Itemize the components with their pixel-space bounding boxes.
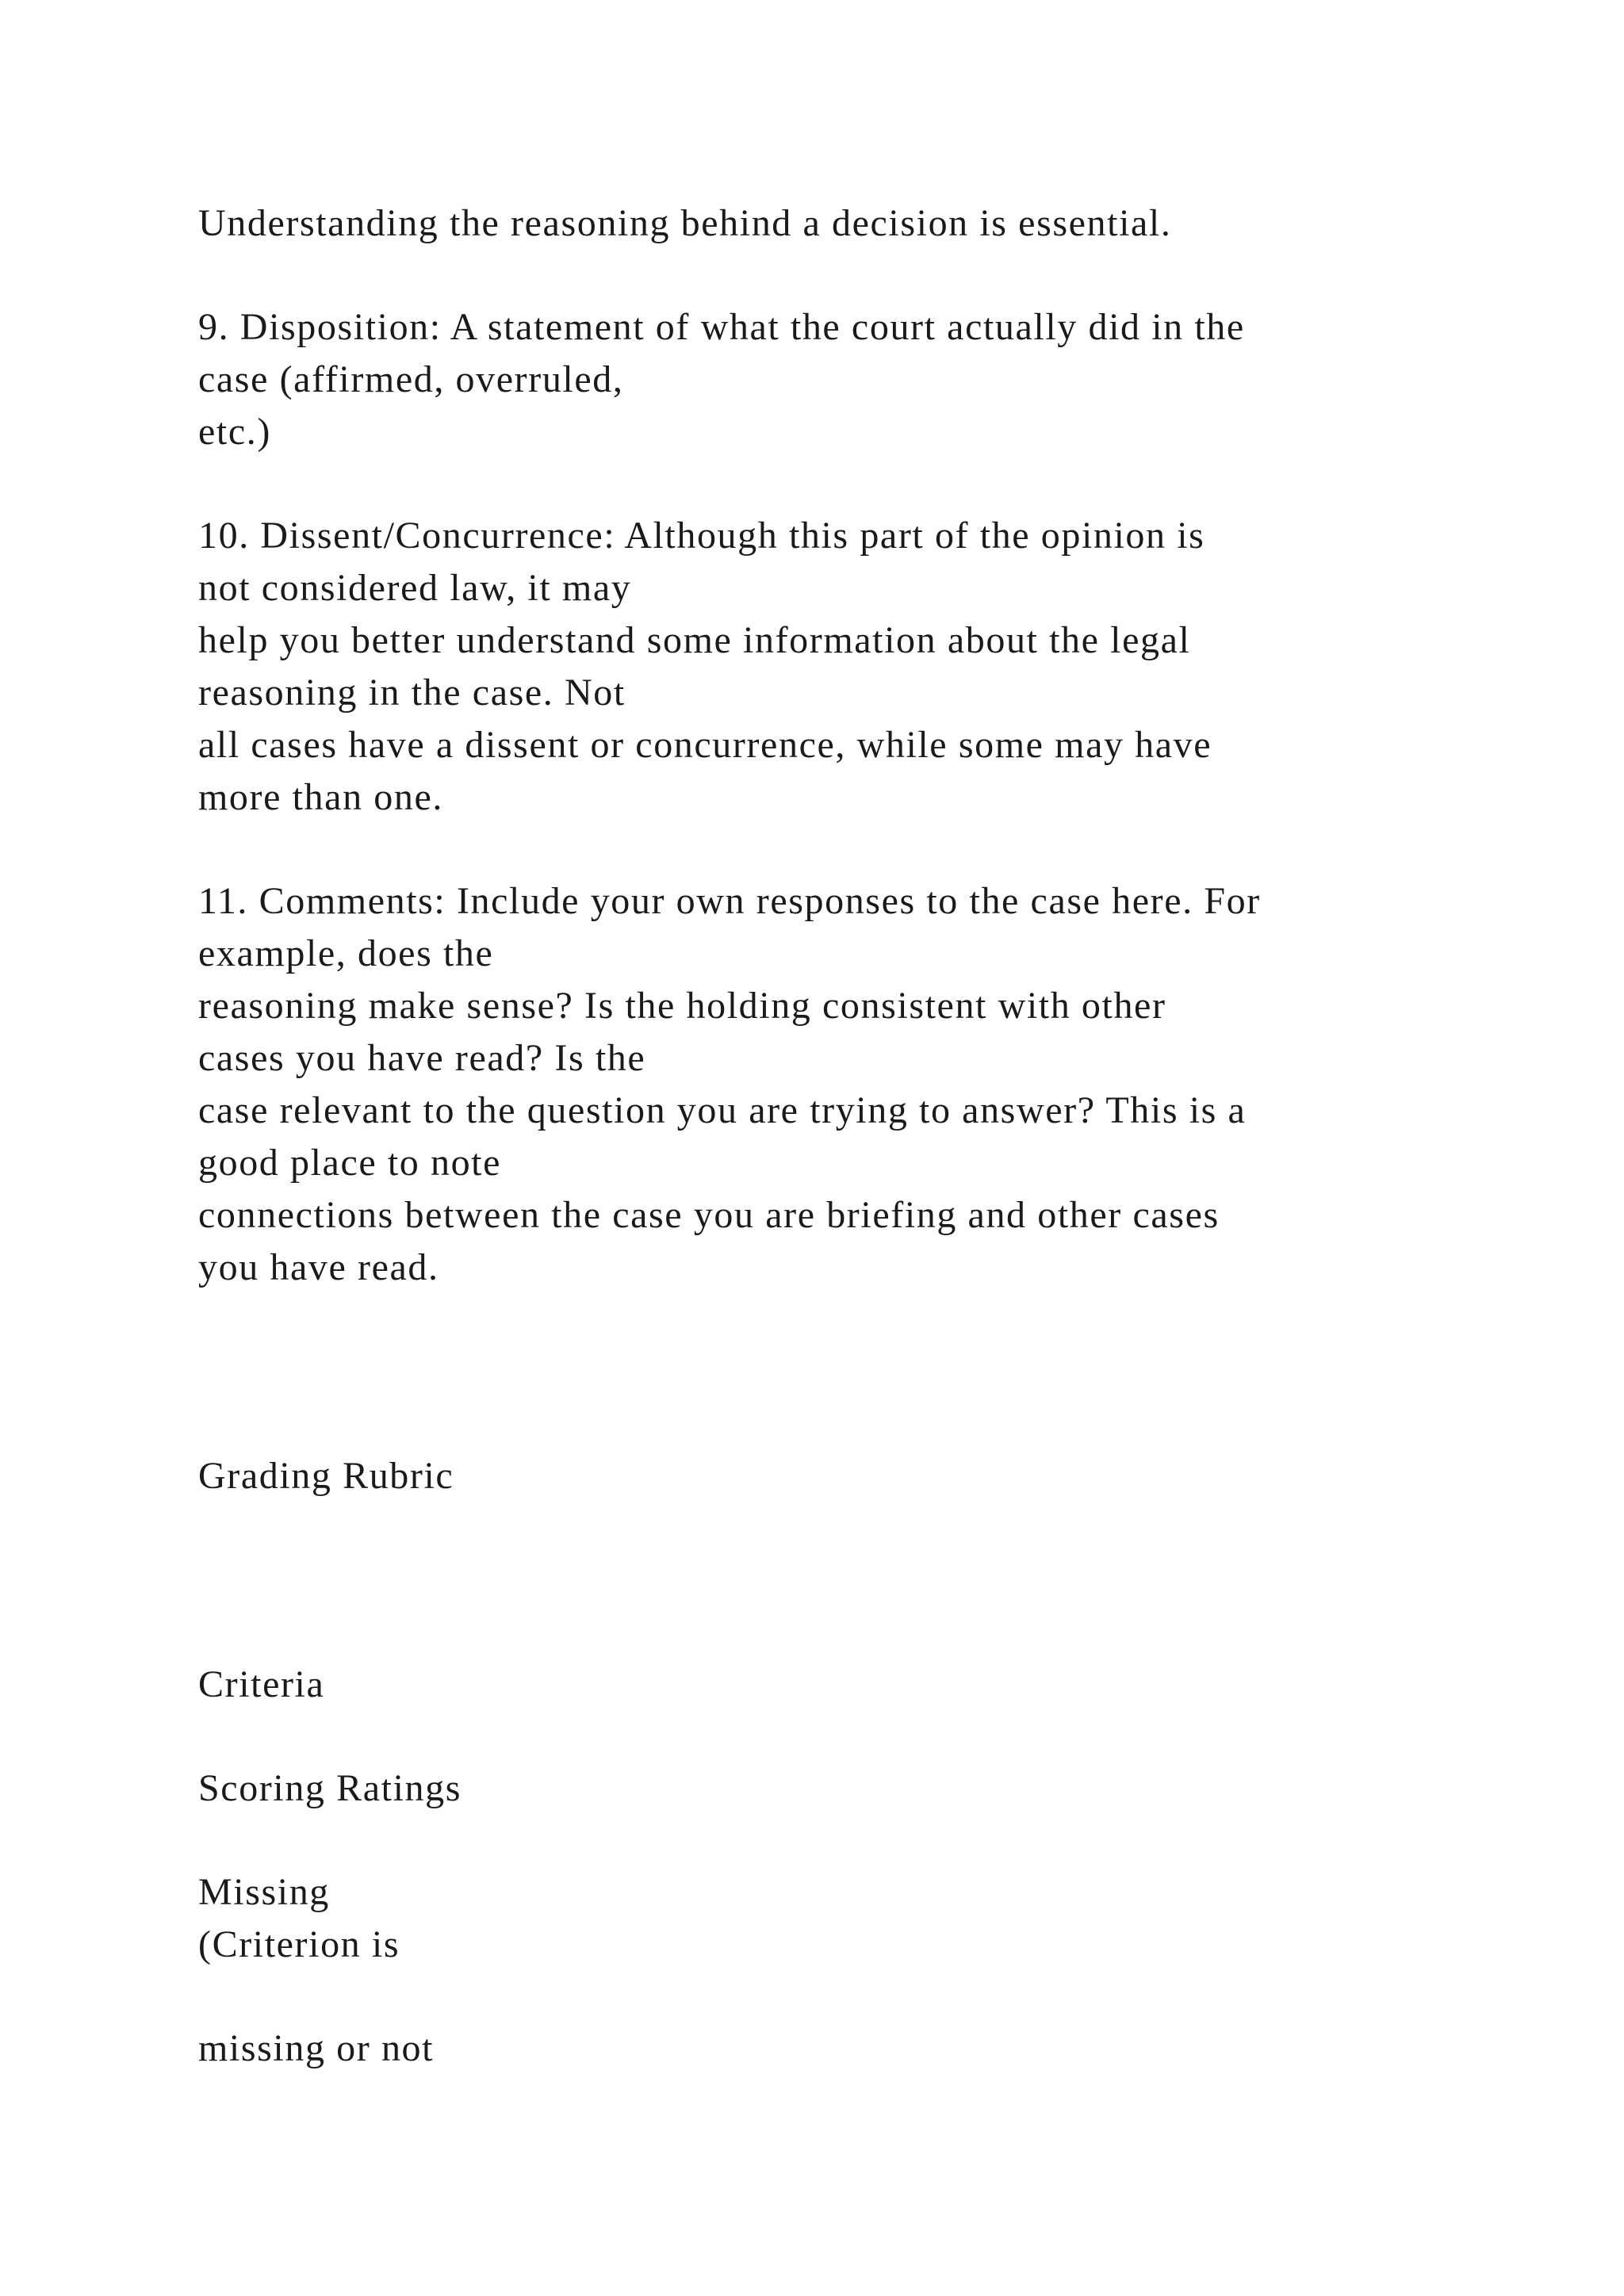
- dissent-line: help you better understand some information about the legal: [198, 619, 1191, 661]
- dissent-line: not considered law, it may: [198, 567, 632, 609]
- dissent-line: 10. Dissent/Concurrence: Although this part of the opinion is: [198, 515, 1205, 557]
- dissent-line: reasoning in the case. Not: [198, 672, 626, 714]
- rubric-missing-desc: (Criterion is: [198, 1923, 400, 1965]
- rubric-heading: Grading Rubric: [198, 1455, 454, 1497]
- comments-line: connections between the case you are briefing and other cases: [198, 1194, 1220, 1236]
- disposition-line: etc.): [198, 411, 271, 453]
- dissent-line: more than one.: [198, 776, 443, 818]
- comments-line: case relevant to the question you are trying to answer? This is a: [198, 1089, 1247, 1131]
- comments-line: example, does the: [198, 932, 494, 974]
- disposition-line: case (affirmed, overruled,: [198, 358, 624, 400]
- comments-line: reasoning make sense? Is the holding consistent with other: [198, 985, 1166, 1027]
- comments-line: you have read.: [198, 1246, 439, 1288]
- comments-line: good place to note: [198, 1142, 502, 1184]
- rubric-missing-desc: missing or not: [198, 2027, 435, 2069]
- disposition-line: 9. Disposition: A statement of what the court actually did in the: [198, 306, 1245, 348]
- rubric-scoring-label: Scoring Ratings: [198, 1767, 462, 1809]
- rubric-missing-label: Missing: [198, 1871, 330, 1913]
- dissent-line: all cases have a dissent or concurrence, while some may have: [198, 724, 1212, 766]
- comments-line: cases you have read? Is the: [198, 1037, 646, 1079]
- comments-line: 11. Comments: Include your own responses to the case here. For: [198, 880, 1261, 922]
- rubric-criteria-label: Criteria: [198, 1663, 325, 1705]
- paragraph-line: Understanding the reasoning behind a decision is essential.: [198, 202, 1172, 244]
